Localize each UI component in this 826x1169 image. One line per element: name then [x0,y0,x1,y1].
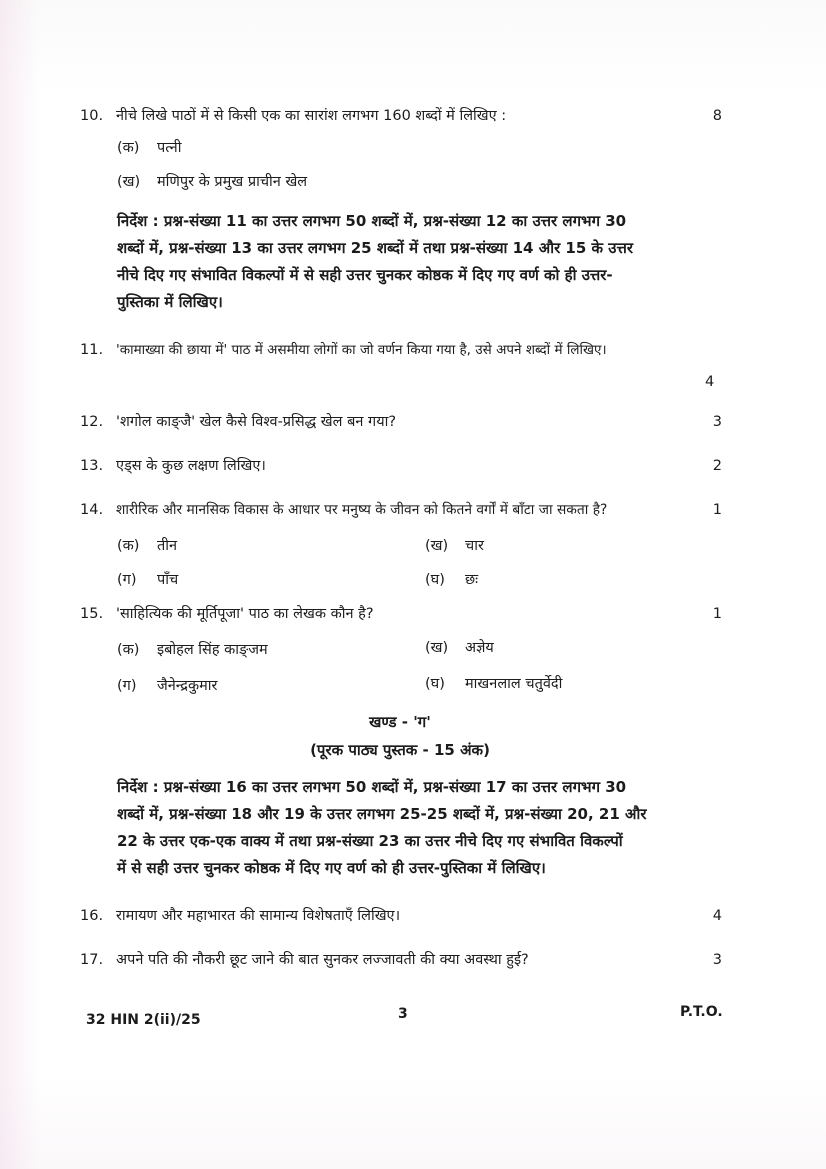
paper-code: 32 HIN 2(ii)/25 [86,1012,201,1028]
question-marks: 1 [712,502,722,518]
instruction-line: पुस्तिका में लिखिए। [117,293,223,311]
question-marks: 1 [712,606,722,622]
instruction-block-2 [117,774,720,882]
option-kha: (ख) चार [425,538,484,554]
question-number: 13. [80,458,104,474]
question-number: 10. [80,108,104,124]
instruction-line: निर्देश : प्रश्न-संख्या 11 का उत्तर लगभग 50 शब्दों में, प्रश्न-संख्या 12 का उत्तर लगभग 30 [117,212,627,230]
option-ka: (क) पत्नी [117,140,182,156]
instruction-line: में से सही उत्तर चुनकर कोष्ठक में दिए गए वर्ण को ही उत्तर-पुस्तिका में लिखिए। [117,859,546,877]
section-subtitle: (पूरक पाठ्य पुस्तक - 15 अंक) [310,741,490,759]
question-marks: 3 [712,952,722,968]
page-edge-shade [0,0,40,1169]
option-kha: (ख) अज्ञेय [425,640,494,656]
instruction-line: 22 के उत्तर एक-एक वाक्य में तथा प्रश्न-संख्या 23 का उत्तर नीचे दिए गए संभावित विकल्पों [117,832,623,850]
instruction-line: शब्दों में, प्रश्न-संख्या 18 और 19 के उत्तर लगभग 25-25 शब्दों में, प्रश्न-संख्या 20, 21 और [117,805,647,823]
question-text: 'कामाख्या की छाया में' पाठ में असमीया लोगों का जो वर्णन किया गया है, उसे अपने शब्दों में लिखिए। [116,342,607,358]
question-number: 17. [80,952,104,968]
option-gha: (घ) माखनलाल चतुर्वेदी [425,676,563,692]
question-marks: 3 [712,414,722,430]
question-marks: 4 [712,908,722,924]
question-text: नीचे लिखे पाठों में से किसी एक का सारांश लगभग 160 शब्दों में लिखिए : [116,108,507,124]
instruction-line: निर्देश : प्रश्न-संख्या 16 का उत्तर लगभग 50 शब्दों में, प्रश्न-संख्या 17 का उत्तर लगभग 30 [117,778,627,796]
question-11-marks: 4 [705,374,715,390]
question-number: 16. [80,908,104,924]
pto-label: P.T.O. [680,1004,723,1020]
page-number: 3 [398,1006,408,1022]
instruction-block-1 [117,208,720,316]
option-ga: (ग) पाँच [117,572,179,588]
option-kha: (ख) मणिपुर के प्रमुख प्राचीन खेल [117,174,308,190]
question-number: 15. [80,606,104,622]
question-text: 'शगोल काङ्जै' खेल कैसे विश्व-प्रसिद्ध खेल बन गया? [116,414,397,430]
question-marks: 2 [712,458,722,474]
question-number: 14. [80,502,104,518]
question-text: शारीरिक और मानसिक विकास के आधार पर मनुष्य के जीवन को कितने वर्गों में बाँटा जा सकता है? [116,502,608,518]
question-text: रामायण और महाभारत की सामान्य विशेषताएँ लिखिए। [116,908,401,924]
instruction-line: शब्दों में, प्रश्न-संख्या 13 का उत्तर लगभग 25 शब्दों में तथा प्रश्न-संख्या 14 और 15 के उत्तर [117,239,633,257]
instruction-line: नीचे दिए गए संभावित विकल्पों में से सही उत्तर चुनकर कोष्ठक में दिए गए वर्ण को ही उत्तर- [117,266,613,284]
section-title: खण्ड - 'ग' [369,713,431,731]
option-ga: (ग) जैनेन्द्रकुमार [117,678,218,694]
question-text: एड्स के कुछ लक्षण लिखिए। [116,458,266,474]
question-text: अपने पति की नौकरी छूट जाने की बात सुनकर लज्जावती की क्या अवस्था हुई? [116,952,529,968]
option-ka: (क) तीन [117,538,178,554]
question-number: 11. [80,342,104,358]
question-number: 12. [80,414,104,430]
question-text: 'साहित्यिक की मूर्तिपूजा' पाठ का लेखक कौन है? [116,606,374,622]
option-ka: (क) इबोहल सिंह काङ्जम [117,642,268,658]
option-gha: (घ) छः [425,572,479,588]
question-marks: 8 [712,108,722,124]
